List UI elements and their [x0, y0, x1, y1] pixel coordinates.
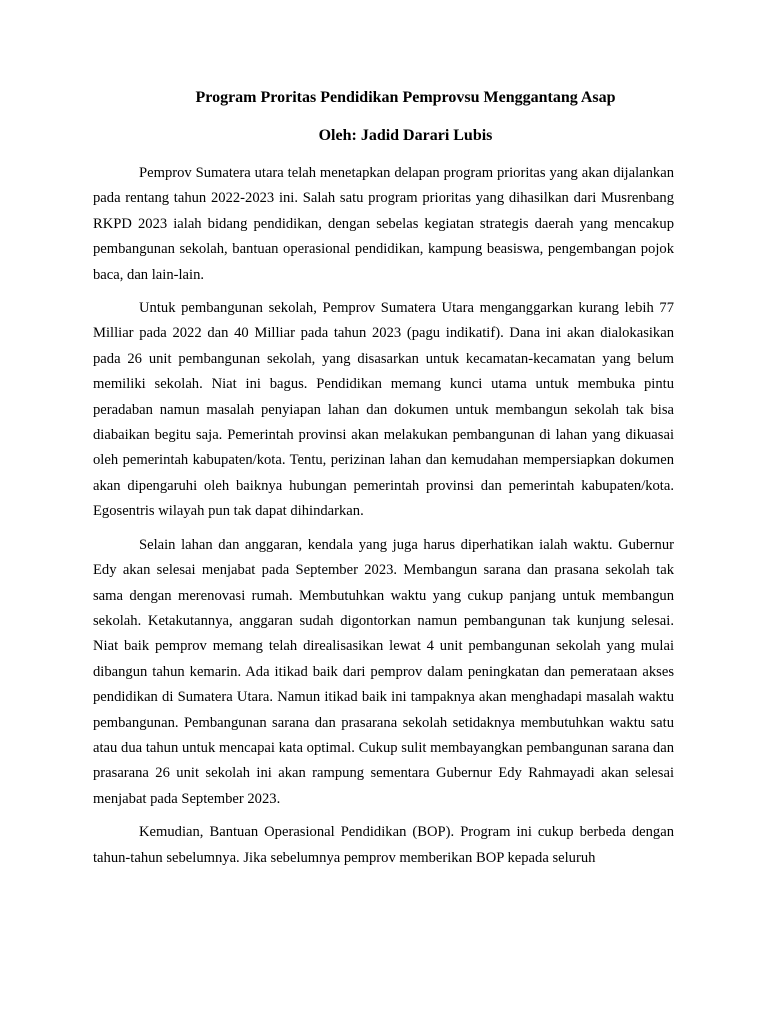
document-author: Oleh: Jadid Darari Lubis: [318, 127, 493, 144]
paragraph-1: Pemprov Sumatera utara telah menetapkan delapan program prioritas yang akan dijalankan pada rentang tahun 2022-2023 ini. Salah satu program prioritas yang dihasilkan dari Musrenbang RKPD 2023 ialah bidang pendidikan, dengan sebelas kegiatan strategis daerah yang mencakup pembangunan sekolah, bantuan operasional pendidikan, kampung beasiswa, pengembangan pojok baca, dan lain-lain.: [93, 165, 674, 283]
document-title: Program Proritas Pendidikan Pemprovsu Menggantang Asap: [195, 89, 616, 106]
document-body: [93, 84, 674, 871]
paragraph-2: Untuk pembangunan sekolah, Pemprov Sumatera Utara menganggarkan kurang lebih 77 Milliar pada 2022 dan 40 Milliar pada tahun 2023 (pagu indikatif). Dana ini akan dialokasikan pada 26 unit pembangunan sekolah, yang disasarkan untuk kecamatan-kecamatan yang belum memiliki sekolah. Niat ini bagus. Pendidikan memang kunci utama untuk membuka pintu peradaban namun masalah penyiapan lahan dan dokumen untuk membangun sekolah tak bisa diabaikan begitu saja. Pemerintah provinsi akan melakukan pembangunan di lahan yang dikuasai oleh pemerintah kabupaten/kota. Tentu, perizinan lahan dan kemudahan mempersiapkan dokumen akan dipengaruhi oleh baiknya hubungan pemerintah provinsi dan pemerintah kabupaten/kota. Egosentris wilayah pun tak dapat dihindarkan.: [93, 300, 674, 520]
paragraph-4: Kemudian, Bantuan Operasional Pendidikan (BOP). Program ini cukup berbeda dengan tahun-tahun sebelumnya. Jika sebelumnya pemprov memberikan BOP kepada seluruh: [93, 824, 674, 866]
paragraph-3: Selain lahan dan anggaran, kendala yang juga harus diperhatikan ialah waktu. Gubernur Edy akan selesai menjabat pada September 2023. Membangun sarana dan prasana sekolah tak sama dengan merenovasi rumah. Membutuhkan waktu yang cukup panjang untuk membangun sekolah. Ketakutannya, anggaran sudah digontorkan namun pembangunan tak kunjung selesai. Niat baik pemprov memang telah direalisasikan lewat 4 unit pembangunan sekolah yang mulai dibangun tahun kemarin. Ada itikad baik dari pemprov dalam peningkatan dan pemerataan akses pendidikan di Sumatera Utara. Namun itikad baik ini tampaknya akan menghadapi masalah waktu pembangunan. Pembangunan sarana dan prasarana sekolah setidaknya membutuhkan waktu satu atau dua tahun untuk mencapai kata optimal. Cukup sulit membayangkan pembangunan sarana dan prasarana 26 unit sekolah ini akan rampung sementara Gubernur Edy Rahmayadi akan selesai menjabat pada September 2023.: [93, 536, 674, 807]
